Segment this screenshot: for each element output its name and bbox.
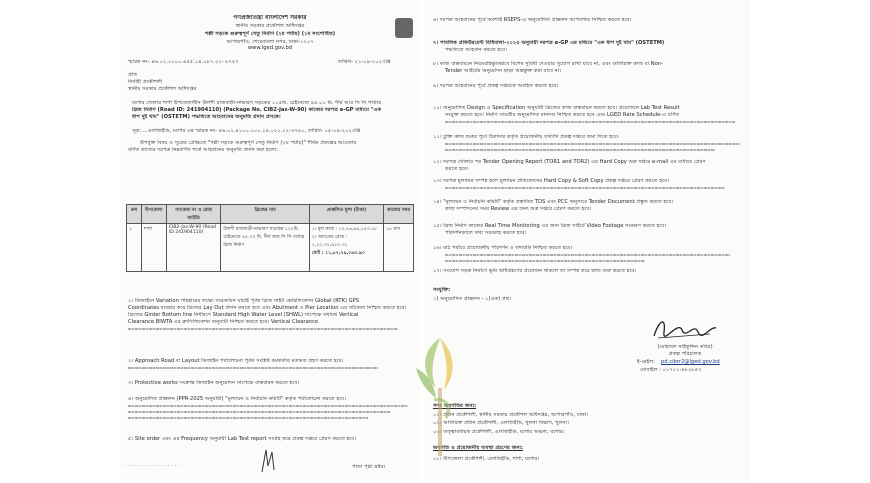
table-cell: CIB2-Jas-W-90 (Road ID 241904110) [166, 224, 221, 272]
condition-item: Tender আইটেম অনুমোদন ছাড়া অন্তর্ভুক্ত করা যাবে না। [445, 68, 562, 74]
condition-item: সংযুক্ত করতে হবে। নির্মাণ সামগ্রীর অনুমোদিত মানদণ্ড নিশ্চিত করতে হবে এবং LGED Rate Schedule-এ বর্ণিত [445, 112, 680, 118]
table-cell-estimate [309, 224, 383, 272]
condition-item: করতে হবে। [445, 166, 469, 172]
signature [650, 316, 720, 342]
document-page-1 [120, 0, 420, 483]
condition-item: ৮। কাজ বাস্তবায়নে নিয়মবহির্ভূতভাবে বিশেষ সুবিধা দেওয়ার সুযোগ রাখা যাবে না, এবং অতিরিক্ত কাজ বা Non- [433, 61, 663, 67]
condition-item: কাজ সম্পাদনের সময় Review এর জন্য অত্র দপ্তরে প্রেরণ করতে হবে। [445, 206, 592, 212]
government-emblem-icon [395, 18, 413, 38]
text-line [445, 254, 730, 256]
text-line [128, 417, 368, 419]
memo-number: স্মারক নং- ৪৬.০২.০০০০.৬৫৫.১৪.০৮৭.২২- ৮৭৫৭ [128, 59, 239, 65]
signer-email[interactable]: pd.cibrr2@lged.gov.bd [661, 359, 720, 365]
attachment-item: ১) অনুমোদিত প্রাক্কলন - ১(এক) প্রস্থ। [433, 296, 511, 302]
copy-item: ০২। অতিরিক্ত প্রধান প্রকৌশলী, এলজিইডি, খুলনা বিভাগ, খুলনা। [433, 420, 569, 426]
table-header-cell: প্যাকেজ নং ও রোড আইডি [166, 205, 221, 224]
condition-item: ১০। অনুমোদিত Design ও Specification অনুযায়ী ব্রিজের কাজ বাস্তবায়ন করতে হবে। প্রয়োজনে Lab Test Result [433, 105, 680, 111]
table-cell: ১৮ মাস [384, 224, 414, 272]
text-line [445, 187, 725, 189]
table-cell: ১ [127, 224, 142, 272]
condition-item: ১২। দরপত্র খোলার পর Tender Opening Report (TOR1 and TOR2) এর Hard Copy অত্র দপ্তরে e-mail এর মাধ্যমে প্রেরণ [433, 159, 706, 165]
table-header-cell: কাজের সময় [384, 205, 414, 224]
condition-item: পদ্ধতিতে আহবান করতে হবে। [445, 47, 507, 53]
subject-line-3: ধাপ দুই খাম" (OSTETM) পদ্ধতিতে আহবানের অনুমতি প্রদান প্রসঙ্গে। [132, 114, 281, 120]
condition-item: ১৬। মাঠ পর্যায়ে প্রয়োজনীয় পরিদর্শন ও তদারকি নিশ্চিত করতে হবে। [433, 245, 573, 251]
text-line [128, 367, 378, 369]
initial-signature [258, 446, 278, 476]
page-footer-note: পাতা পৃষ্ঠা দ্রষ্টব্য [352, 464, 386, 470]
subject-line-1: যশোর জেলার শার্শা উপজেলাধীন উলশী রাজবাড়ী-নাভারণ সড়কের ১০৫মি. চেইনেজে ৪৫.০০ মি. দীর্ঘ আর সি সি গার্ডার [132, 100, 382, 106]
condition-item: ১৩। দরপত্র মূল্যায়ন সম্পন্ন হলে মূল্যায়ন প্রতিবেদনের Hard Copy & Soft Copy প্রকল্প দপ্তরে প্রেরণ করতে হবে। [433, 178, 669, 184]
copy-item: ০১। প্রধান প্রকৌশলী, স্থানীয় সরকার প্রকৌশল অধিদপ্তর, আগারগাঁও, ঢাকা। [433, 412, 589, 418]
header-website: www.lged.gov.bd [247, 45, 293, 51]
addressee-line-1: নির্বাহী প্রকৌশলী [128, 79, 163, 85]
condition-item: ১৪। "মূল্যায়ন ও নির্বাচনি কমিটি" কর্তৃক প্রস্তাবিত TDS এবং PCC অনুসারে Tender Document প্রস্তুত করতে হবে। [433, 199, 674, 205]
body-line-2: বর্ণিত কাজের দরপত্র নিম্নবর্ণিত শর্তে আহবানের অনুমতি প্রদান করা হলো: [128, 147, 278, 153]
table-header-cell: প্রাক্কলিত মূল্য (টাকা) [309, 205, 383, 224]
copy-item: ০৩। তত্ত্বাবধায়ক প্রকৌশলী, এলজিইডি, যশোর অঞ্চল, যশোর। [433, 429, 565, 435]
header-address: আগারগাঁও, শেরেবাংলা নগর, ঢাকা-১২০৭ [226, 39, 314, 45]
table-cell: শার্শা [141, 224, 166, 272]
body-line-1: উপর্যুক্ত বিষয় ও সূত্রের প্রেক্ষিতে "পল্লী সড়কে গুরুত্বপূর্ণ সেতু নির্মাণ (২য় পর্যায়)" শীর্ষক প্রকল্পের আওতায় [140, 140, 357, 146]
condition-item: ৯। দরপত্র আহবানের পূর্বে প্রকল্প দপ্তরকে অবহিত করতে হবে। [433, 83, 559, 89]
estimate-main-work: ১। মূল কাজ : ১০,৭৬,৯৬,১৫৩.৫৮ [311, 227, 378, 232]
text-line [445, 143, 740, 145]
condition-item: ১১। চুক্তি কাজ শুরুর পূর্বে ঠিকাদার কর্তৃক প্রয়োজনীয় তথ্যাদি প্রকল্প দপ্তরে জমা দিতে হবে। [433, 134, 619, 140]
table-header-row [127, 205, 414, 224]
condition-item: Coordinates ব্যবহার করে ব্রিজের Lay Out প্রদান করতে হবে এবং Abutment ও Pier Location এর সঠিকতা নিশ্চিত করতে হবে। [128, 305, 407, 311]
condition-item: ২। Approach Road বা Layout ডিজাইন পর্যালোচনা পূর্বক সংশ্লিষ্ট কর্মকর্তার মতামত গ্রহণ করতে হবে। [128, 358, 344, 364]
condition-item: ৬। দরপত্র আহবানের পূর্বে অবশ্যই RSEPS-এ অনুমোদিত প্রাক্কলন আপলোড নিশ্চিত করতে হবে। [433, 17, 632, 23]
estimate-approach-road: ২। অ্যাপ্রোচ রোড : ১,১০,৩২,৯১০.৩২ [311, 235, 348, 248]
condition-item: ৫। Site order এবং এর Frequency অনুযায়ী Lab Test report সংগ্রহ করে প্রকল্প দপ্তরে প্রেরণ করতে হবে। [128, 436, 357, 442]
condition-item: ব্রিজের Girder Bottom line নির্ধারণে Standard High Water Level (SHWL) সাপেক্ষে যথাযথ Vertical [128, 312, 359, 318]
text-line [445, 149, 715, 151]
header-department: স্থানীয় সরকার প্রকৌশল অধিদপ্তর [235, 23, 305, 29]
condition-item: ১৭। সংযোগ সড়ক নির্মাণে ভূমি অধিগ্রহণের প্রয়োজন থাকলে তা সম্পন্ন করে কাজ শুরু করতে হবে। [433, 268, 637, 274]
table-header-cell: ব্রিজের নাম [221, 205, 310, 224]
table-header-cell: উপজেলা [141, 205, 166, 224]
condition-item: ৪। অনুমোদিত প্রাক্কলন (PPR-2025 অনুযায়ী) "মূল্যায়ন ও নির্বাচনি কমিটি" কর্তৃক পর্যালোচনা করতে হবে। [128, 396, 346, 402]
header-project: পল্লী সড়কে গুরুত্বপূর্ণ সেতু নির্মাণ (২য় পর্যায়) (১ম সংশোধিত) [204, 31, 336, 37]
attachment-label: সংযুক্তি: [433, 287, 451, 293]
text-line [128, 411, 390, 413]
reference-line: সূত্র: ...এলজিইডি, যশোর এর স্মারক নং- ৪৬.০২.৪১০০.০০০.১৪.০২১.২২-৩৭৪০, তারিখ- ০৫-০৯-২০২৩খ্রি [132, 128, 361, 134]
addressee-line-2: স্থানীয় সরকার প্রকৌশল অধিদপ্তর [128, 86, 197, 92]
text-line [445, 260, 645, 262]
copy-section-label: সদয় অবগতির জন্য: [433, 403, 477, 409]
condition-item: ১। ডিজাইনে Variation পরিহারের লক্ষ্যে সরেজমিন যাচাই পূর্বক ব্রিজ সাইট ভেরিফিকেশন Global (RTK) GPS [128, 298, 360, 304]
condition-item: ১৫। ব্রিজ নির্মাণ কাজের Real Time Monitoring এর জন্য ব্রিজ সাইটে Video Footage সংরক্ষণ করতে হবে। [433, 223, 667, 229]
text-line [128, 405, 408, 407]
estimate-table [126, 204, 414, 272]
table-row [127, 224, 414, 272]
table-cell: উলশী রাজবাড়ী-নাভারণ সড়কের ১০৫মি. চেইনেজে ৪৫.০০ মি. দীর্ঘ আর সি সি গার্ডার ব্রিজ নির্মাণ [221, 224, 310, 272]
text-line [128, 328, 398, 330]
memo-date: তারিখ- ২১-০৯-২০২৩খ্রি [338, 59, 391, 65]
action-item: ০১। উপজেলা প্রকৌশলী, এলজিইডি, শার্শা, যশোর। [433, 456, 540, 462]
table-header-cell: ক্রম [127, 205, 142, 224]
document-page-2 [425, 0, 750, 483]
condition-item: ৩। Protective works সংক্রান্ত ডিজাইন অনুমোদন সাপেক্ষে বাস্তবায়ন করতে হবে। [128, 380, 300, 386]
action-section-label: অবগতি ও প্রয়োজনীয় ব্যবস্থা গ্রহণের জন্য: [433, 445, 524, 451]
condition-item: ৭। পাবলিক প্রকিউরমেন্ট বিধিমালা-২০২৫ অনুযায়ী দরপত্র e-GP এর মাধ্যমে "এক ধাপ দুই খাম" (OSTETM) [433, 40, 665, 46]
condition-item: Clearance BIWTA এর ক্লাসিফিকেশন অনুযায়ী নিশ্চিত করতে হবে। Vertical Clearance [128, 319, 319, 325]
signer-phone: মোবাইল : ০১৭১১-৪৮২৮৫৩ [640, 367, 702, 373]
condition-item: পরিদর্শনকালে তথ্য সরবরাহ করতে হবে। [445, 230, 527, 236]
signer-title: প্রকল্প পরিচালক [668, 351, 702, 357]
header-government: গণপ্রজাতন্ত্রী বাংলাদেশ সরকার [233, 15, 307, 21]
watermark-logo-icon [410, 328, 470, 463]
estimate-total: মোট : ১১,৮৭,২৯,০৬৩.৯০ [311, 251, 365, 256]
subject-line-2: ব্রিজ নির্মাণ (Road ID: 241904110) (Package No. CIB2-Jas-W-90) কাজের দরপত্র e-GP মাধ্যমে "এক [132, 107, 382, 113]
text-line [445, 121, 735, 123]
signer-name: (মোহাম্মদ সাইফুদ্দিন কবির) [657, 344, 713, 350]
signer-email-label: ই-মেইল: [637, 359, 655, 365]
footer-small-text: · · · · · · · · · · · · · · · · · [125, 463, 180, 469]
addressee-label: প্রতি [128, 72, 138, 78]
